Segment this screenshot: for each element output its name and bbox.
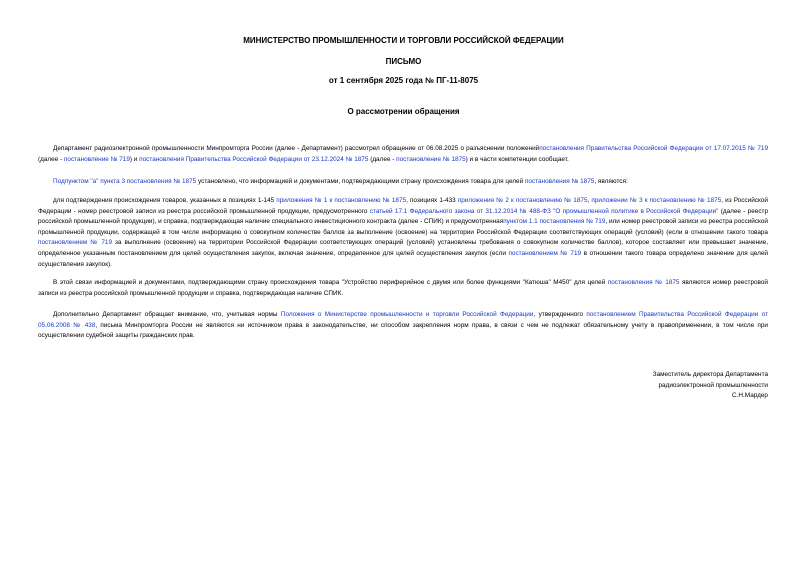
document-date-number: от 1 сентября 2025 года № ПГ-11-8075 xyxy=(328,76,479,85)
p3-text-8: в отношении такого товара определено значение для целей осуществления закупок). xyxy=(38,249,769,268)
link-resolution-719[interactable]: постановления Правительства Российской Федерации от 17.07.2015 № 719 xyxy=(539,145,769,152)
document-subject: О рассмотрении обращения xyxy=(347,107,460,116)
signature-name: С.Н.Мардер xyxy=(732,392,768,400)
link-resolution-719-p3b[interactable]: постановлением № 719 xyxy=(508,249,582,257)
p3-text-7: за выполнение (освоение) на территории Российской Федерации соответствующих операций (условий) установлены требования о совокупном количестве баллов), которое составляет или превышает значение, определенное указанным постановлением для целей осуществления закупок, включая значение, определенное для целей осуществления закупок (если xyxy=(38,239,768,257)
link-resolution-1875-p4[interactable]: постановления № 1875 xyxy=(607,279,680,286)
p5-text-1: Дополнительно Департамент обращает внимание, что, учитывая нормы xyxy=(53,311,281,318)
p5-text-3: , письма Минпромторга России не являются ни источником права в законодательстве, ни способом закрепления норм права, в связи с чем не подлежат обязательному учету в правоприменении, в том числе при осуществлении судебной защиты гражданских прав. xyxy=(38,321,768,340)
signature-block xyxy=(568,370,768,402)
p1-text-2: (далее - xyxy=(38,155,64,163)
signature-position: Заместитель директора Департамента xyxy=(652,371,768,378)
ministry-heading: МИНИСТЕРСТВО ПРОМЫШЛЕННОСТИ И ТОРГОВЛИ РОССИЙСКОЙ ФЕДЕРАЦИИ xyxy=(243,36,564,45)
p3-text-1: для подтверждения происхождения товаров, указанных в позициях 1-145 xyxy=(53,197,277,204)
p2-text-2: , являются: xyxy=(594,178,628,185)
p2-text-1: установлено, что информацией и документами, подтверждающими страну происхождения товара для целей xyxy=(196,178,525,185)
paragraph-5 xyxy=(38,310,768,342)
p4-text-2: являются номер реестровой записи из реестра российской промышленной продукции и справка, подтверждающая наличие СПИК. xyxy=(38,279,768,297)
paragraph-3 xyxy=(38,196,768,270)
document-type: ПИСЬМО xyxy=(385,57,422,66)
p3-text-5: (далее - реестр российской промышленной продукции), и справка, подтверждающая наличие специального инвестиционного контракта (далее - СПИК) и предусмотренная xyxy=(38,207,769,226)
paragraph-1 xyxy=(38,144,768,165)
link-resolution-719-p3a[interactable]: постановлением № 719 xyxy=(38,239,112,247)
link-federal-law-488[interactable]: статьей 17.1 Федерального закона от 31.12.2014 № 488-ФЗ "О промышленной политике в Российской Федерации" xyxy=(369,207,719,215)
signature-department: радиоэлектронной промышленности xyxy=(658,381,768,389)
p3-text-6: , или номер реестровой записи из реестра российской промышленной продукции, содержащей в том числе информацию о совокупном количестве баллов за выполнение (освоение) на территории Российской Федерации соответствующих операций (условий) (если в отношении такого товара xyxy=(38,218,768,236)
p3-text-3: , xyxy=(587,197,592,204)
link-resolution-1875[interactable]: постановления Правительства Российской Федерации от 23.12.2024 № 1875 xyxy=(139,155,369,163)
link-ministry-regulation[interactable]: Положения о Министерстве промышленности и торговли Российской Федерации xyxy=(280,311,534,318)
p5-text-2: , утвержденного xyxy=(533,311,587,318)
p1-text-5: ) и в части компетенции сообщает. xyxy=(465,155,569,163)
paragraph-4 xyxy=(38,278,768,299)
p4-text-1: В этой связи информацией и документами, подтверждающими страну происхождения товара "Устройство периферийное с двумя или более функциями "Катюша" М450" для целей xyxy=(53,279,608,286)
p1-text-3: ) и xyxy=(129,155,140,163)
link-point-1-1[interactable]: пунктом 1.1 постановления № 719 xyxy=(503,218,606,226)
link-appendix-1[interactable]: приложения № 1 к постановлению № 1875 xyxy=(276,197,407,204)
link-appendix-3[interactable]: приложении № 3 к постановлению № 1875 xyxy=(591,197,722,204)
link-resolution-1875-short[interactable]: постановление № 1875 xyxy=(396,155,466,163)
p3-text-2: , позициях 1-433 xyxy=(406,197,458,204)
paragraph-2 xyxy=(38,177,768,188)
link-resolution-438[interactable]: постановлением Правительства Российской Федерации от 05.06.2008 № 438 xyxy=(38,311,769,329)
link-subparagraph-a[interactable]: Подпунктом "а" пункта 3 постановления № 1875 xyxy=(53,178,197,185)
p1-text-4: (далее - xyxy=(368,155,397,163)
p1-text-1: Департамент радиоэлектронной промышленности Минпромторга России (далее - Департамент) рассмотрел обращение от 06.08.2025 о разъяснении положений xyxy=(53,145,540,152)
link-resolution-1875-p2[interactable]: постановления № 1875 xyxy=(524,178,595,185)
link-appendix-2[interactable]: приложения № 2 к постановлению № 1875 xyxy=(457,197,588,204)
p3-text-4: , из Российской Федерации - номер реестровой записи из реестра российской промышленной продукции, предусмотренного xyxy=(38,197,768,215)
link-resolution-719-short[interactable]: постановление № 719 xyxy=(63,155,130,163)
